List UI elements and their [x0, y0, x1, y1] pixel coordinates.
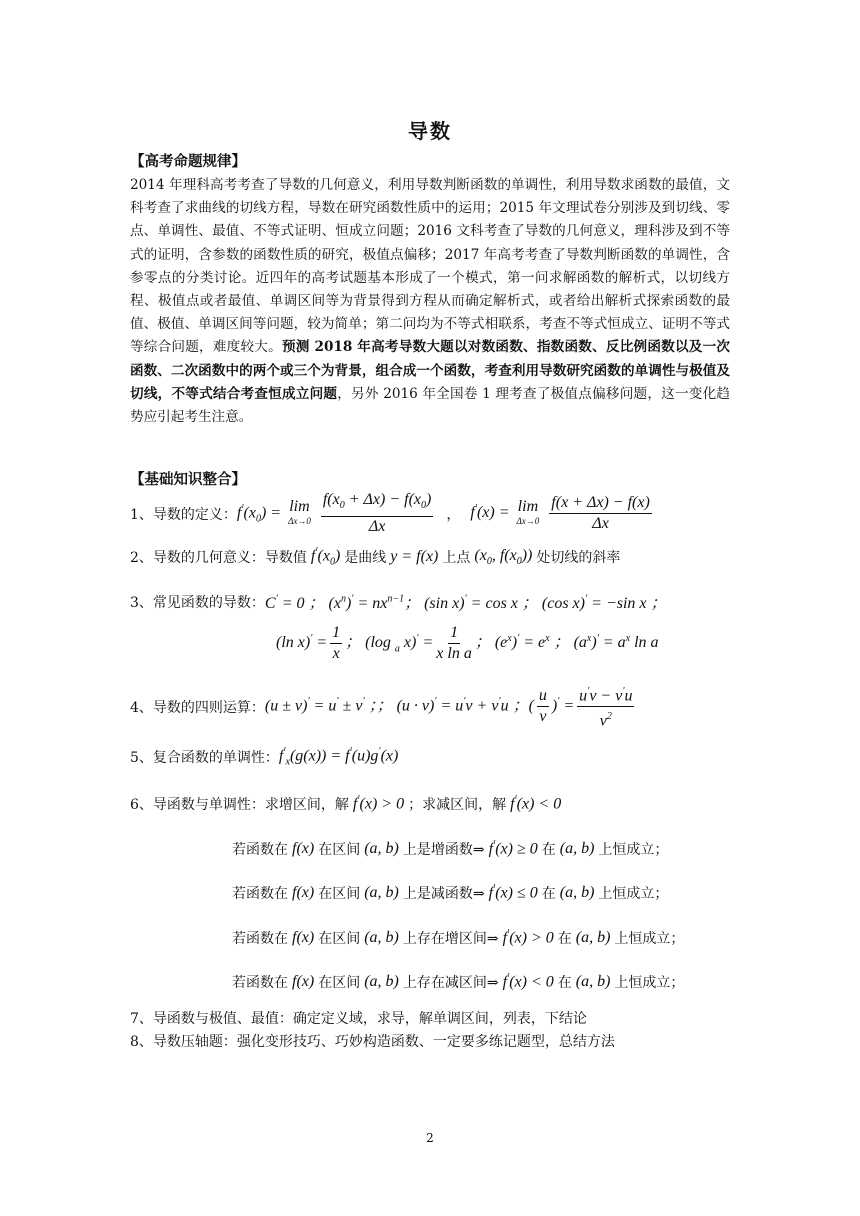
formula-curve: y = f(x): [390, 547, 439, 565]
formula-decreasing: f'(x) < 0: [510, 794, 562, 813]
line-text: 若函数在: [232, 931, 288, 947]
item-derivative-definition: 1、导数的定义： $f'(x_0)$ = lim Δx→0 $\frac{f(x_0 + \Delta x) - f(x_0)}{\Delta x}$ ， f'(x) = lim Δx→0 $\frac{f(x + \Delta x) - f(x)}{\Delta x}$: [130, 491, 655, 536]
formula-condition: f'(x) > 0: [502, 928, 554, 947]
item-composite-function: [130, 746, 398, 768]
line-text: 上存在增区间⇒: [402, 931, 499, 947]
formula-fx: f(x): [292, 884, 315, 901]
item-5-label: 5、复合函数的单调性：: [130, 749, 279, 766]
page-number: 2: [426, 1131, 434, 1145]
line-text: 在区间: [318, 931, 361, 947]
formula-fx: f(x): [292, 929, 315, 946]
line-text: 若函数在: [232, 975, 288, 991]
item-1-label: 1、导数的定义：: [130, 506, 237, 523]
formula-arithmetic-rules: (u ± v)' = u' ± v' ；； (u · v)' = u'v + v'u ；( $\frac{u}{v}$ )' = $\frac{u'v - v'u}{v^2}$: [265, 683, 638, 731]
page-title: 导数: [408, 119, 452, 143]
formula-common-derivatives-1: C' = 0 ； $(x^n)' = nx^{n-1}$； (sin x)' = cos x ； (cos x)' = −sin x ；: [264, 593, 667, 612]
line-text: 在: [557, 975, 572, 991]
line-text: 上存在减区间⇒: [402, 975, 499, 991]
formula-interval: (a, b): [575, 929, 611, 946]
line-text: 在区间: [318, 975, 361, 991]
line-text: 上恒成立；: [614, 931, 685, 947]
monotonicity-line-3: [232, 928, 684, 948]
monotonicity-line-4: [232, 972, 684, 992]
formula-interval: (a, b): [364, 973, 399, 990]
formula-interval: (a, b): [364, 929, 399, 946]
formula-condition: f'(x) ≤ 0: [488, 883, 538, 902]
item-hard-problems: 8、导数压轴题：强化变形技巧、巧妙构造函数、一定要多练记题型，总结方法: [130, 1034, 615, 1050]
line-text: 上恒成立；: [598, 886, 669, 902]
item-extrema: 7、导函数与极值、最值：确定定义域，求导，解单调区间，列表，下结论: [130, 1011, 587, 1027]
formula-point: ($x_0$, $f(x_0)$): [474, 546, 533, 567]
formula-interval: (a, b): [559, 884, 595, 901]
section-heading-rules: 【高考命题规律】: [130, 153, 246, 170]
line-text: 在区间: [318, 886, 361, 902]
item-2-text-2: 上点: [442, 549, 471, 566]
line-text: 在: [541, 886, 556, 902]
item-2-label: 2、导数的几何意义：导数值: [130, 549, 307, 566]
monotonicity-line-1: [232, 839, 668, 859]
formula-chain-rule: $f'_x(g(x)) = f'(u)g'(x)$: [278, 746, 399, 768]
formula-fprime-x0: $f'(x_0)$: [310, 546, 341, 568]
line-text: 若函数在: [232, 886, 288, 902]
line-text: 在: [557, 931, 572, 947]
line-text: 上恒成立；: [614, 975, 685, 991]
line-text: 上是增函数⇒: [402, 842, 485, 858]
intro-text-2: ，另外 2016 年全国卷 1 理考查了极值点偏移问题，这一变化趋势应引起考生注意。: [130, 385, 730, 426]
formula-fx: f(x): [292, 973, 315, 990]
line-text: 若函数在: [232, 842, 288, 858]
item-2-text-3: 处切线的斜率: [536, 549, 621, 566]
formula-fx: f(x): [292, 840, 315, 857]
item-6-label: 6、导函数与单调性：求增区间，解: [130, 797, 349, 813]
intro-text-1: 2014 年理科高考考查了导数的几何意义，利用导数判断函数的单调性，利用导数求函数的最值，文科考查了求曲线的切线方程，导数在研究函数性质中的运用；2015 年文理试卷分别涉及到切线、零点、单调性、最值、不等式证明、恒成立问题；2016 文科考查了导数的几何意义，理科涉及到不等式的证明，含参数的函数性质的研究，极值点偏移；2017 年高考考查了导数判断函数的单调性，含参零点的分类讨论。近四年的高考试题基本形成了一个模式，第一问求解函数的解析式，以切线方程、极值点或者最值、单调区间等为背景得到方程从而确定解析式，或者给出解析式探索函数的最值、极值、单调区间等问题，较为简单；第二问均为不等式相联系，考查不等式恒成立、证明不等式等综合问题，难度较大。: [130, 177, 730, 356]
item-common-derivatives: [130, 590, 667, 613]
formula-interval: (a, b): [364, 840, 399, 857]
item-common-derivatives-row2: [276, 624, 659, 663]
item-4-label: 4、导数的四则运算：: [130, 699, 265, 716]
monotonicity-line-2: [232, 883, 668, 903]
formula-interval: (a, b): [575, 973, 611, 990]
formula-interval: (a, b): [559, 840, 595, 857]
item-3-label: 3、常见函数的导数：: [130, 594, 265, 611]
line-text: 上恒成立；: [598, 842, 669, 858]
formula-definition-x0: $f'(x_0)$ = lim Δx→0 $\frac{f(x_0 + \Delta x) - f(x_0)}{\Delta x}$: [236, 491, 432, 536]
formula-interval: (a, b): [364, 884, 399, 901]
formula-condition: f'(x) < 0: [502, 972, 554, 991]
intro-bold-prediction: 预测 2018 年高考导数大题以对数函数、指数函数、反比例函数以及一次函数、二次函数中的两个或三个为背景，组合成一个函数，考查利用导数研究函数的单调性与极值及切线，不等式结合考查恒成立问题: [130, 339, 730, 402]
item-geometric-meaning: [130, 546, 620, 568]
item-arithmetic-rules: [130, 683, 637, 731]
item-2-text: 是曲线: [344, 549, 387, 566]
line-text: 上是减函数⇒: [402, 886, 485, 902]
item-monotonicity: [130, 794, 561, 814]
formula-definition-x: f'(x) = lim Δx→0 $\frac{f(x + \Delta x) - f(x)}{\Delta x}$: [470, 494, 650, 533]
line-text: 在区间: [318, 842, 361, 858]
formula-common-derivatives-2: (ln x)' = $\frac{1}{x}$ ； (log $_a$ x)' = $\frac{1}{\text{x ln a}}$ ； $(e^x)' = e^x$ ； $(a^x)' = a^x$ ln a: [276, 624, 659, 662]
formula-condition: f'(x) ≥ 0: [488, 839, 538, 858]
formula-increasing: f'(x) > 0: [352, 794, 405, 813]
line-text: 在: [541, 842, 556, 858]
intro-paragraph: [130, 174, 730, 429]
section-heading-knowledge: 【基础知识整合】: [130, 471, 246, 488]
item-6-text: ；求减区间，解: [408, 797, 507, 813]
